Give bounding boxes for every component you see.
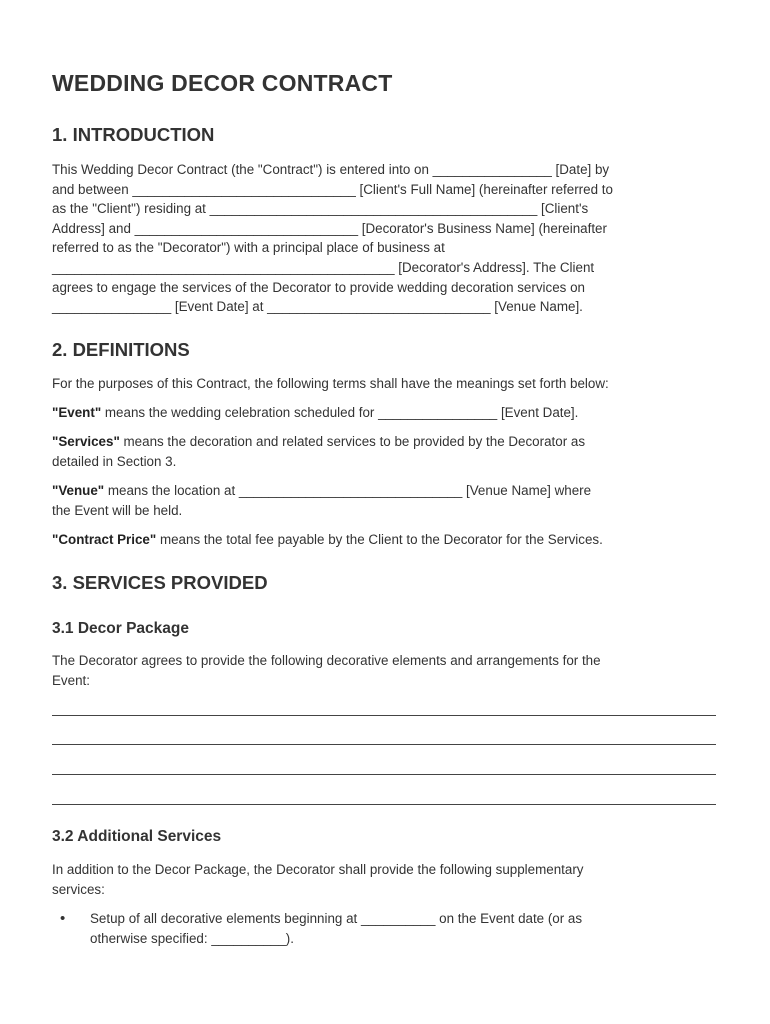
introduction-line: Address] and ______________________________ [Decorator's Business Name] (hereinafter bbox=[52, 220, 607, 236]
definition-text: detailed in Section 3. bbox=[52, 453, 177, 469]
definition-term: "Contract Price" bbox=[52, 532, 157, 547]
additional-services-paragraph bbox=[52, 860, 720, 899]
introduction-line: as the "Client") residing at ____________________________________________ [Client's bbox=[52, 201, 589, 217]
definitions-intro bbox=[52, 374, 720, 394]
introduction-line: referred to as the "Decorator") with a principal place of business at bbox=[52, 240, 445, 256]
definitions-intro-text: For the purposes of this Contract, the following terms shall have the meanings set forth below: bbox=[52, 376, 609, 391]
list-item-line: Setup of all decorative elements beginning at __________ on the Event date (or as bbox=[90, 911, 583, 926]
fill-in-line[interactable] bbox=[52, 774, 716, 775]
definition-text: means the wedding celebration scheduled for ________________ [Event Date]. bbox=[101, 405, 579, 420]
introduction-paragraph bbox=[52, 160, 720, 317]
bullet-icon: • bbox=[60, 910, 66, 927]
subsection-heading-decor-package: 3.1 Decor Package bbox=[52, 620, 190, 637]
document-title: WEDDING DECOR CONTRACT bbox=[52, 70, 393, 96]
introduction-line: agrees to engage the services of the Decorator to provide wedding decoration services on bbox=[52, 279, 585, 295]
fill-in-line[interactable] bbox=[52, 744, 716, 745]
definition-event bbox=[52, 403, 720, 423]
decor-package-line: The Decorator agrees to provide the following decorative elements and arrangements for the bbox=[52, 653, 601, 668]
introduction-line: ________________ [Event Date] at ______________________________ [Venue Name]. bbox=[52, 299, 583, 315]
subsection-heading-additional-services: 3.2 Additional Services bbox=[52, 828, 222, 845]
section-heading-introduction: 1. INTRODUCTION bbox=[52, 124, 215, 145]
definition-text: means the location at ______________________________ [Venue Name] where bbox=[104, 483, 592, 498]
definition-term: "Venue" bbox=[52, 483, 105, 498]
definition-text: the Event will be held. bbox=[52, 502, 183, 518]
definition-venue bbox=[52, 481, 720, 520]
introduction-line: ______________________________________________ [Decorator's Address]. The Client bbox=[52, 259, 595, 275]
fill-in-line[interactable] bbox=[52, 804, 716, 805]
list-item-text bbox=[90, 909, 710, 948]
definition-text: means the decoration and related services to be provided by the Decorator as bbox=[119, 434, 586, 449]
definition-contract-price bbox=[52, 530, 720, 550]
definition-term: "Event" bbox=[52, 405, 102, 420]
decor-package-line: Event: bbox=[52, 672, 90, 688]
definition-term: "Services" bbox=[52, 434, 120, 449]
section-heading-services-provided: 3. SERVICES PROVIDED bbox=[52, 572, 268, 593]
list-item-line: otherwise specified: __________). bbox=[90, 930, 294, 946]
introduction-line: and between ______________________________ [Client's Full Name] (hereinafter referred to bbox=[52, 181, 613, 197]
definition-text: means the total fee payable by the Client to the Decorator for the Services. bbox=[156, 532, 603, 547]
fill-in-line[interactable] bbox=[52, 715, 716, 716]
introduction-line: This Wedding Decor Contract (the "Contract") is entered into on ________________ [Date] by bbox=[52, 162, 610, 177]
decor-package-paragraph bbox=[52, 651, 720, 690]
section-heading-definitions: 2. DEFINITIONS bbox=[52, 339, 190, 360]
additional-services-line: In addition to the Decor Package, the Decorator shall provide the following supplementary bbox=[52, 862, 584, 877]
definition-services bbox=[52, 432, 720, 471]
additional-services-line: services: bbox=[52, 881, 105, 897]
